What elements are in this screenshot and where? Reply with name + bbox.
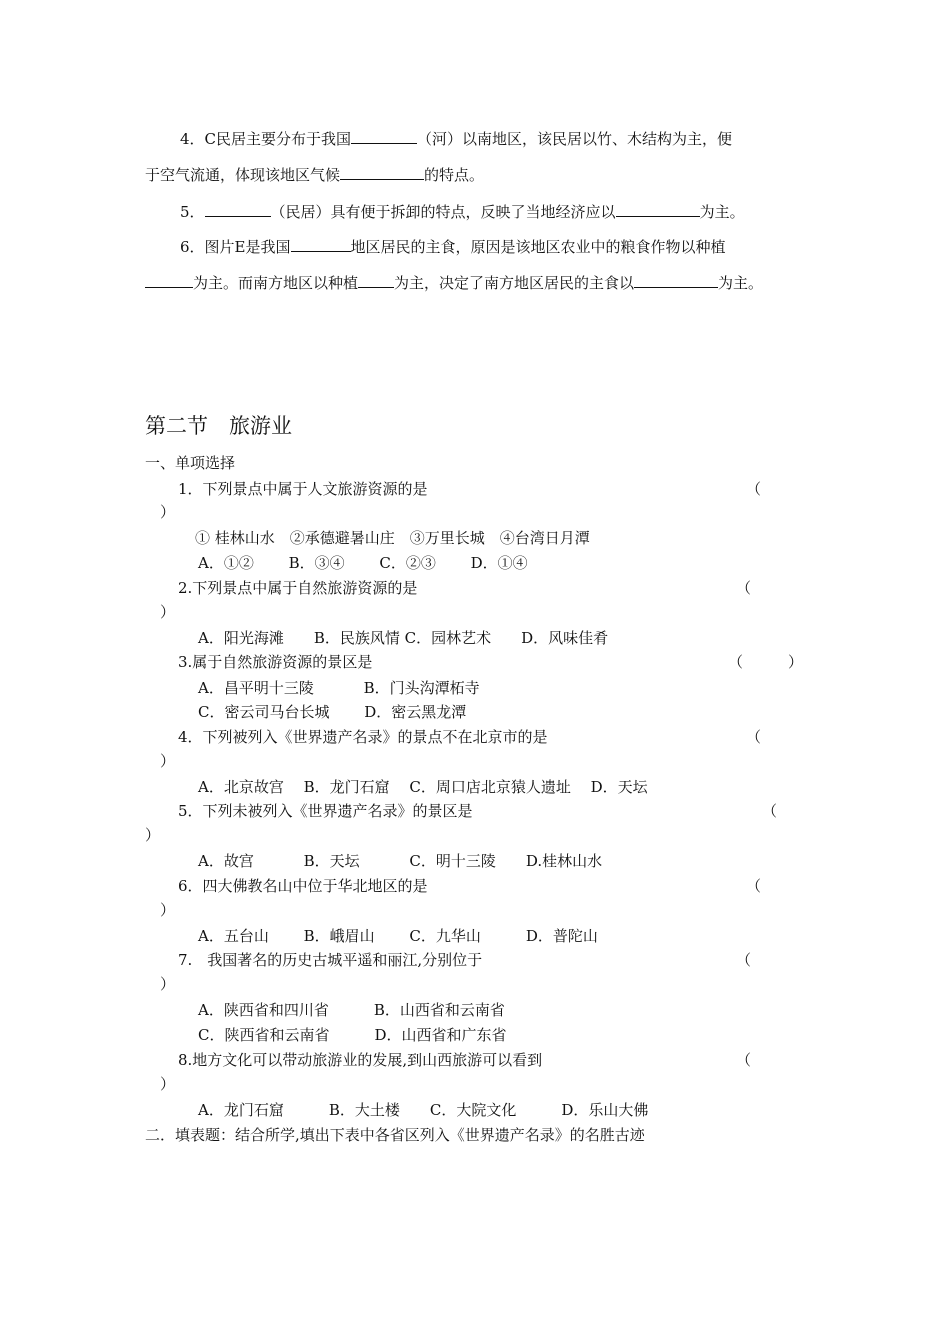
answer-blank[interactable] bbox=[145, 271, 193, 288]
answer-paren-open[interactable]: （ bbox=[762, 802, 778, 820]
fill-q4-line2: 于空气流通，体现该地区气候 的特点。 bbox=[145, 163, 484, 185]
question-options: A．①② B．③④ C．②③ D．①④ bbox=[198, 554, 528, 572]
answer-paren-close: ） bbox=[160, 603, 176, 621]
answer-paren-open[interactable]: （ bbox=[746, 480, 762, 498]
question-options: A．阳光海滩 B．民族风情 C．园林艺术 D．风味佳肴 bbox=[198, 629, 609, 647]
answer-blank[interactable] bbox=[291, 235, 351, 252]
question-stem: 2.下列景点中属于自然旅游资源的是 bbox=[178, 579, 418, 597]
fill-q4-line1: 4．C民居主要分布于我国 （河）以南地区，该民居以竹、木结构为主，便 bbox=[180, 127, 732, 149]
question-options: C．陕西省和云南省 D．山西省和广东省 bbox=[198, 1026, 507, 1044]
question-options: C．密云司马台长城 D．密云黑龙潭 bbox=[198, 703, 467, 721]
answer-blank[interactable] bbox=[340, 163, 424, 180]
fill-q6-line1: 6．图片E是我国 地区居民的主食，原因是该地区农业中的粮食作物以种植 bbox=[180, 235, 726, 257]
answer-paren-open[interactable]: （ bbox=[746, 728, 762, 746]
answer-paren-open[interactable]: （ bbox=[736, 579, 752, 597]
answer-paren-open[interactable]: （ bbox=[736, 1051, 752, 1069]
question-stem: 4．下列被列入《世界遗产名录》的景点不在北京市的是 bbox=[178, 728, 548, 746]
answer-paren-close: ） bbox=[145, 826, 161, 844]
part2-title: 二．填表题：结合所学,填出下表中各省区列入《世界遗产名录》的名胜古迹 bbox=[145, 1126, 645, 1144]
question-stem: 1．下列景点中属于人文旅游资源的是 bbox=[178, 480, 428, 498]
answer-paren[interactable]: （ ） bbox=[728, 653, 804, 671]
question-options: A．五台山 B．峨眉山 C．九华山 D．普陀山 bbox=[198, 927, 598, 945]
question-options: A．陕西省和四川省 B．山西省和云南省 bbox=[198, 1001, 505, 1019]
part1-title: 一、单项选择 bbox=[145, 454, 236, 472]
fill-q6-line2: 为主。而南方地区以种植 为主，决定了南方地区居民的主食以 为主。 bbox=[145, 271, 763, 293]
answer-paren-open[interactable]: （ bbox=[736, 951, 752, 969]
answer-paren-close: ） bbox=[160, 975, 176, 993]
question-stem: 6．四大佛教名山中位于华北地区的是 bbox=[178, 877, 428, 895]
section-title: 第二节 旅游业 bbox=[145, 414, 292, 438]
answer-paren-close: ） bbox=[160, 901, 176, 919]
question-items: ① 桂林山水 ②承德避暑山庄 ③万里长城 ④台湾日月潭 bbox=[195, 529, 590, 547]
answer-paren-close: ） bbox=[160, 752, 176, 770]
answer-blank[interactable] bbox=[634, 271, 718, 288]
answer-paren-open[interactable]: （ bbox=[746, 877, 762, 895]
answer-blank[interactable] bbox=[205, 200, 271, 217]
question-options: A．北京故宫 B．龙门石窟 C．周口店北京猿人遗址 D．天坛 bbox=[198, 778, 648, 796]
answer-paren-close: ） bbox=[160, 503, 176, 521]
fill-q5: 5． （民居）具有便于拆卸的特点，反映了当地经济应以 为主。 bbox=[180, 200, 745, 222]
answer-blank[interactable] bbox=[358, 271, 394, 288]
question-stem: 7. 我国著名的历史古城平遥和丽江,分别位于 bbox=[178, 951, 483, 969]
question-options: A．龙门石窟 B．大土楼 C．大院文化 D．乐山大佛 bbox=[198, 1101, 649, 1119]
question-options: A．故宫 B．天坛 C．明十三陵 D.桂林山水 bbox=[198, 852, 603, 870]
question-stem: 8.地方文化可以带动旅游业的发展,到山西旅游可以看到 bbox=[178, 1051, 543, 1069]
answer-blank[interactable] bbox=[616, 200, 700, 217]
question-stem: 5．下列未被列入《世界遗产名录》的景区是 bbox=[178, 802, 473, 820]
answer-paren-close: ） bbox=[160, 1075, 176, 1093]
question-stem: 3.属于自然旅游资源的景区是 bbox=[178, 653, 373, 671]
question-options: A．昌平明十三陵 B．门头沟潭柘寺 bbox=[198, 679, 480, 697]
answer-blank[interactable] bbox=[351, 127, 417, 144]
